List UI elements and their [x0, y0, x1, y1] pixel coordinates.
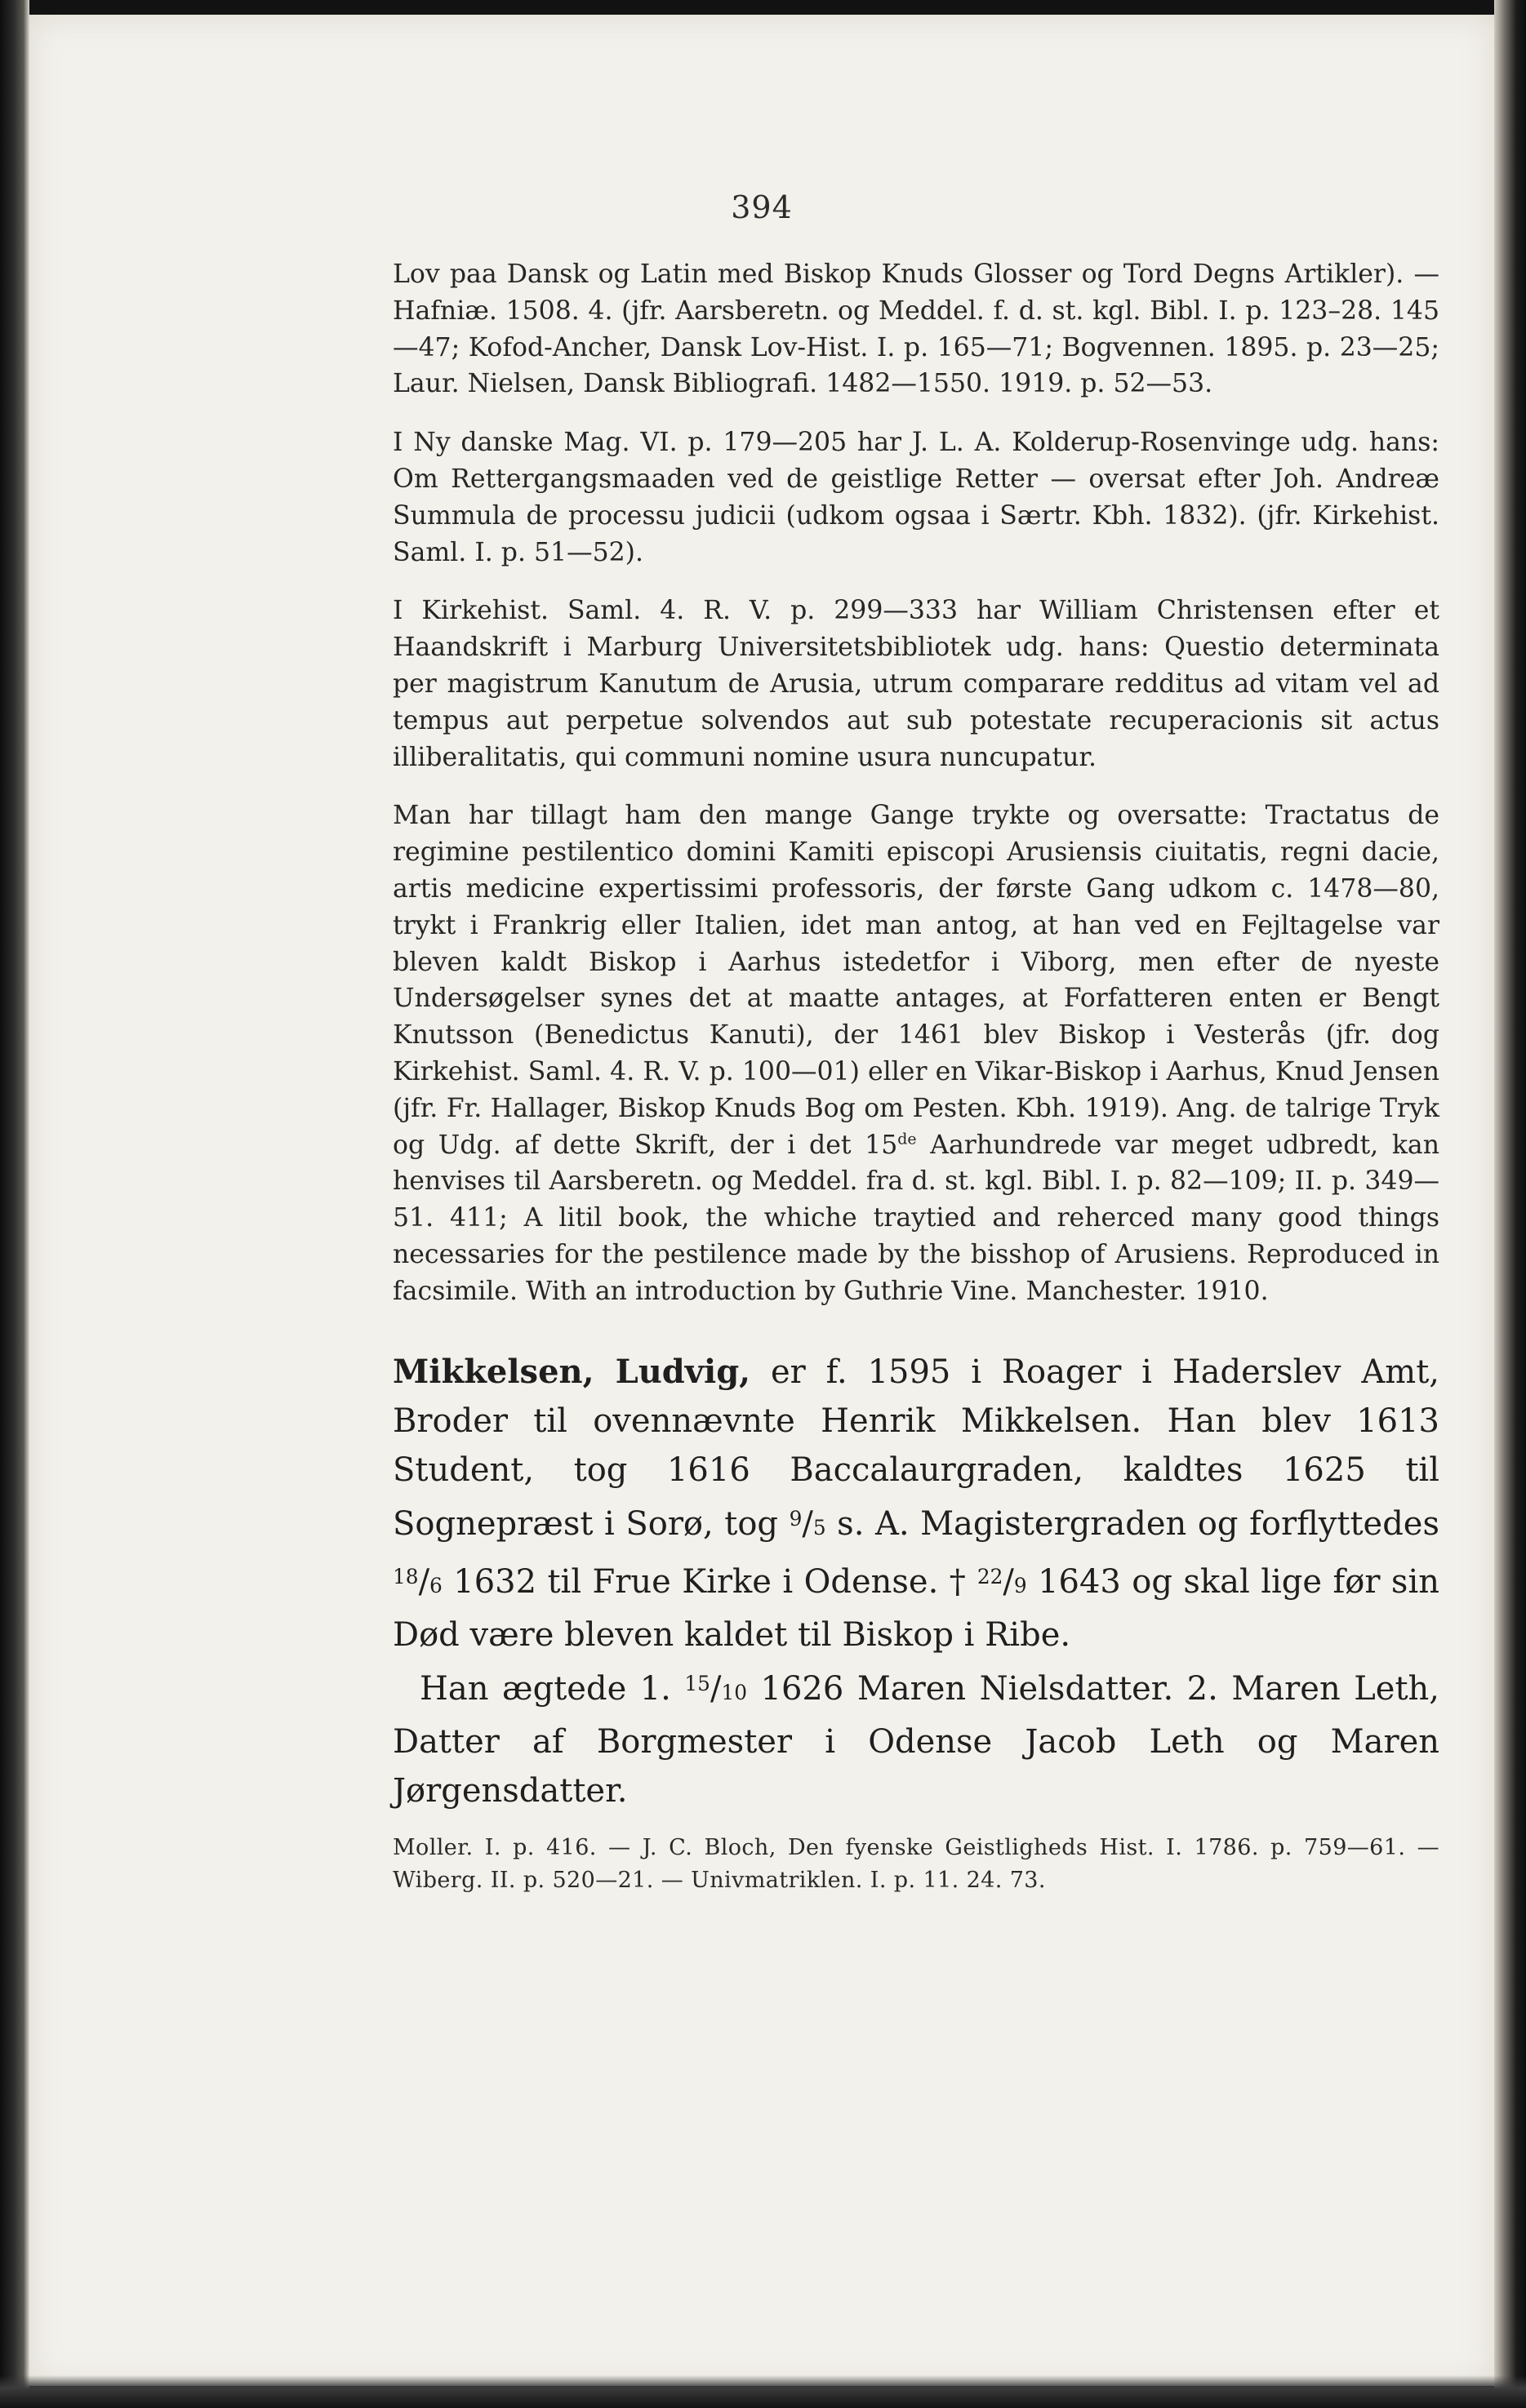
fraction-1-den: 5	[812, 1515, 826, 1539]
biography-entry: Mikkelsen, Ludvig, er f. 1595 i Roager i Haderslev Amt, Broder til ovennævnte Henrik Mikkelsen. Han blev 1613 Student, tog 1616 Baccalaurgraden, kaldtes 1625 til Sognepræst i Sorø, tog $^9$/5 s. A. Magistergraden og forflyttedes $^{18}$/6 1632 til Frue Kirke i Odense. † $^{22}$/9 1643 og skal lige før sin Død være bleven kaldet til Biskop i Ribe.	[393, 1352, 1439, 1654]
fraction-2-den: 6	[429, 1573, 443, 1597]
entry-name: Mikkelsen, Ludvig,	[393, 1352, 751, 1391]
references: Moller. I. p. 416. — J. C. Bloch, Den fyenske Geistligheds Hist. I. 1786. p. 759—61. — Wiberg. II. p. 520—21. — Univmatriklen. I. p. 11. 24. 73.	[393, 1834, 1439, 1893]
text-block	[393, 256, 1439, 1897]
fraction-4-num: 15	[684, 1671, 710, 1695]
marriage-text-1: Han ægtede 1.	[420, 1669, 685, 1708]
paragraph-2: I Ny danske Mag. VI. p. 179—205 har J. L. A. Kolderup-Rosenvinge udg. hans: Om Rettergangsmaaden ved de geistlige Retter — oversat efter Joh. Andreæ Summula de processu judicii (udkom ogsaa i Særtr. Kbh. 1832). (jfr. Kirkehist. Saml. I. p. 51—52).	[393, 428, 1439, 567]
fraction-1-num: 9	[789, 1506, 803, 1531]
fraction-3-den: 9	[1013, 1573, 1027, 1597]
superscript-de: de	[897, 1130, 917, 1148]
paragraph-4	[393, 797, 1439, 1309]
marriage-paragraph: Han ægtede 1. $^{15}$/10 1626 Maren Nielsdatter. 2. Maren Leth, Datter af Borgmester i Odense Jacob Leth og Maren Jørgensdatter.	[393, 1669, 1439, 1810]
entry-text-3: 1632 til Frue Kirke i Odense. †	[442, 1562, 977, 1601]
bottom-page-edge	[0, 2375, 1526, 2408]
right-page-edge	[1494, 0, 1526, 2408]
page-number: 394	[731, 189, 793, 225]
paragraph-4-text-a: Man har tillagt ham den mange Gange trykte og oversatte: Tractatus de regimine pestilentico domini Kamiti episcopi Arusiensis ciuitatis, regni dacie, artis medicine expertissimi professoris, der første Gang udkom c. 1478—80, trykt i Frankrig eller Italien, idet man antog, at han ved en Fejltagelse var bleven kaldt Biskop i Aarhus istedetfor i Viborg, men efter de nyeste Undersøgelser synes det at maatte antages, at Forfatteren enten er Bengt Knutsson (Benedictus Kanuti), der 1461 blev Biskop i Vesterås (jfr. dog Kirkehist. Saml. 4. R. V. p. 100—01) eller en Vikar-Biskop i Aarhus, Knud Jensen (jfr. Fr. Hallager, Biskop Knuds Bog om Pesten. Kbh. 1919). Ang. de talrige Tryk og Udg. af dette Skrift, der i det 15	[393, 801, 1439, 1160]
paragraph-1: Lov paa Dansk og Latin med Biskop Knuds Glosser og Tord Degns Artikler). — Hafniæ. 1508. 4. (jfr. Aarsberetn. og Meddel. f. d. st. kgl. Bibl. I. p. 123–28. 145—47; Kofod-Ancher, Dansk Lov-Hist. I. p. 165—71; Bogvennen. 1895. p. 23—25; Laur. Nielsen, Dansk Bibliografi. 1482—1550. 1919. p. 52—53.	[393, 260, 1439, 399]
marriage-text-2: 1626 Maren Nielsdatter. 2. Maren Leth, Datter af Borgmester i Odense Jacob Leth og Maren Jørgensdatter.	[393, 1669, 1439, 1810]
paragraph-3: I Kirkehist. Saml. 4. R. V. p. 299—333 har William Christensen efter et Haandskrift i Marburg Universitetsbibliotek udg. hans: Questio determinata per magistrum Kanutum de Arusia, utrum comparare redditus ad vitam vel ad tempus aut perpetue solvendos aut sub potestate recuperacionis sit actus illiberalitatis, qui communi nomine usura nuncupatur.	[393, 596, 1439, 772]
fraction-3-num: 22	[977, 1564, 1003, 1588]
book-spine-edge	[0, 0, 29, 2408]
paragraph-4-text-b: Aarhundrede var meget udbredt, kan henvises til Aarsberetn. og Meddel. fra d. st. kgl. Bibl. I. p. 82—109; II. p. 349—51. 411; A litil book, the whiche traytied and reherced many good things necessaries for the pestilence made by the bisshop of Arusiens. Reproduced in facsimile. With an introduction by Guthrie Vine. Manchester. 1910.	[393, 1130, 1439, 1306]
fraction-2-num: 18	[393, 1564, 419, 1588]
entry-text-1: er f. 1595 i Roager i Haderslev Amt, Broder til ovennævnte Henrik Mikkelsen. Han blev 1613 Student, tog 1616 Baccalaurgraden, kaldtes 1625 til Sognepræst i Sorø, tog	[393, 1353, 1439, 1543]
entry-text-4: 1643 og skal lige før sin Død være bleven kaldet til Biskop i Ribe.	[393, 1562, 1439, 1654]
entry-text-2: s. A. Magistergraden og forflyttedes	[825, 1504, 1439, 1543]
fraction-4-den: 10	[721, 1680, 748, 1704]
